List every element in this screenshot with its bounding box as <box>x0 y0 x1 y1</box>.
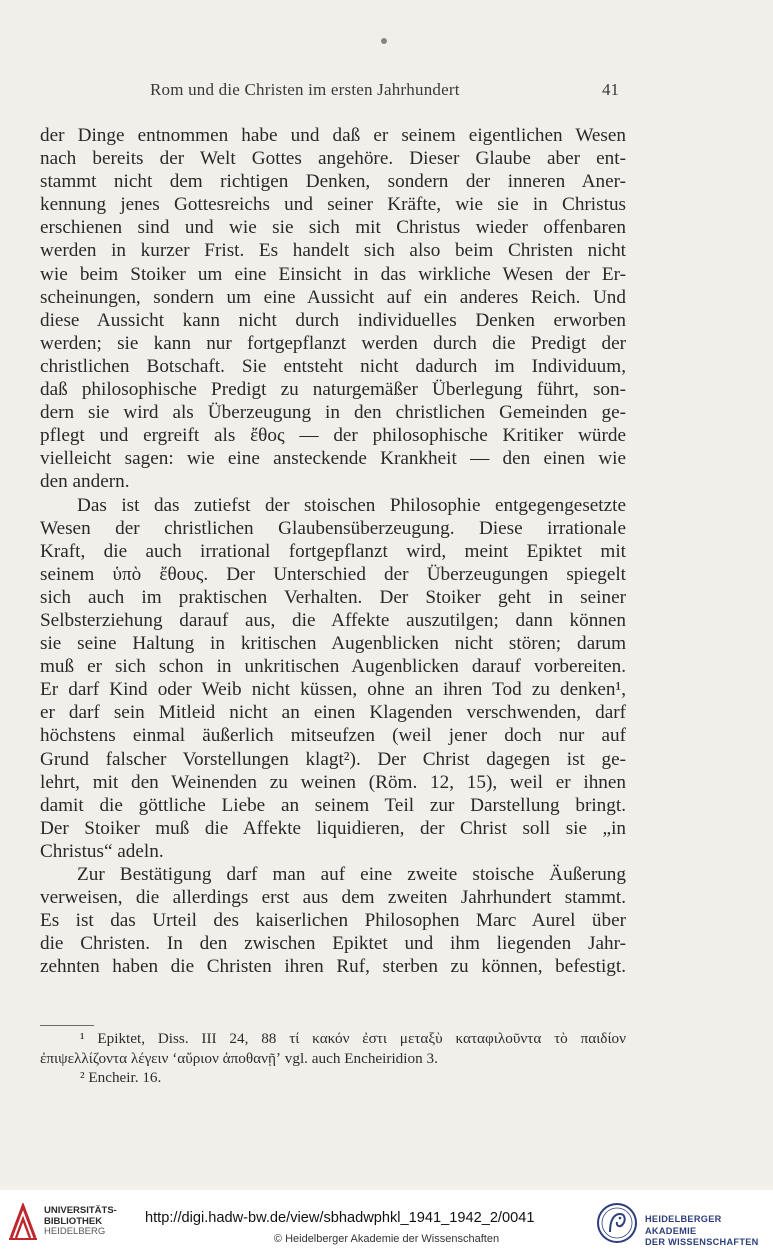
text-line: Christus“ adeln. <box>40 840 164 862</box>
academy-name[interactable]: HEIDELBERGER AKADEMIE DER WISSENSCHAFTEN <box>645 1214 759 1247</box>
text-line: daß philosophische Predigt zu naturgemäßer Überlegung führt, son- <box>40 379 626 401</box>
text-line: erschienen sind und wie sie sich mit Christus wieder offenbaren <box>40 217 626 239</box>
text-line: sich auch im praktischen Verhalten. Der Stoiker geht in seiner <box>40 586 626 608</box>
footnotes <box>40 1029 626 1088</box>
text-line: zehnten haben die Christen ihren Ruf, sterben zu können, befestigt. <box>40 956 626 978</box>
text-line: Wesen der christlichen Glaubensüberzeugung. Diese irrationale <box>40 517 626 539</box>
text-line: lehrt, mit den Weinenden zu weinen (Röm. 12, 15), weil er ihnen <box>40 771 626 793</box>
copyright-notice: © Heidelberger Akademie der Wissenschaften <box>273 1233 500 1245</box>
academy-seal-icon[interactable] <box>596 1202 638 1244</box>
footnote-line: ἐπιψελλίζοντα λέγειν ʻαὔριον ἀποθανῇʼ vgl. auch Encheiridion 3. <box>40 1049 438 1067</box>
footnote-rule <box>40 1025 94 1026</box>
text-line: wie beim Stoiker um eine Einsicht in das wirkliche Wesen der Er- <box>40 263 626 285</box>
text-line: damit die göttliche Liebe an seinem Teil zur Darstellung bringt. <box>40 794 626 816</box>
text-line: scheinungen, sondern um eine Aussicht auf ein anderes Reich. Und <box>40 286 626 308</box>
text-line: muß er sich schon in unkritischen Augenblicken darauf vorbereiten. <box>40 656 626 678</box>
running-title: Rom und die Christen im ersten Jahrhundert <box>150 80 460 99</box>
running-header <box>0 80 773 102</box>
footnote-line: ¹ Epiktet, Diss. III 24, 88 τί κακόν ἐστι μεταξὺ καταφιλοῦντα τὸ παιδίον <box>80 1030 626 1047</box>
text-line: die Christen. In den zwischen Epiktet und ihm liegenden Jahr- <box>40 933 626 955</box>
page-speck <box>381 38 387 44</box>
text-line: seinem ὑπὸ ἔθους. Der Unterschied der Überzeugungen spiegelt <box>40 563 626 585</box>
university-library-name[interactable]: UNIVERSITÄTS- BIBLIOTHEK HEIDELBERG <box>44 1205 117 1237</box>
text-line: vielleicht sagen: wie eine ansteckende Krankheit — den einen wie <box>40 448 626 470</box>
text-line: werden in kurzer Frist. Es handelt sich also beim Christen nicht <box>40 240 626 262</box>
text-line: kennung jenes Gottesreichs und seiner Kräfte, wie sie in Christus <box>40 194 626 216</box>
text-line: Selbsterziehung darauf aus, die Affekte auszutilgen; dann können <box>40 609 626 631</box>
text-line: höchstens einmal äußerlich mitseufzen (weil jener doch nur auf <box>40 725 626 747</box>
footnote-line: ² Encheir. 16. <box>80 1069 162 1086</box>
text-line: Zur Bestätigung darf man auf eine zweite stoische Äußerung <box>77 864 626 885</box>
body-text <box>40 124 626 978</box>
document-url-link[interactable]: http://digi.hadw-bw.de/view/sbhadwphkl_1941_1942_2/0041 <box>145 1210 535 1226</box>
text-line: den andern. <box>40 471 130 493</box>
text-line: Er darf Kind oder Weib nicht küssen, ohne an ihren Tod zu denken¹, <box>40 679 626 701</box>
text-line: sie seine Haltung in kritischen Augenblicken nicht stören; darum <box>40 633 626 655</box>
text-line: Es ist das Urteil des kaiserlichen Philosophen Marc Aurel über <box>40 910 626 932</box>
text-line: diese Aussicht kann nicht durch individuelles Denken erworben <box>40 309 626 331</box>
text-line: werden; sie kann nur fortgepflanzt werden durch die Predigt der <box>40 332 626 354</box>
page-number: 41 <box>602 80 619 99</box>
text-line: christlichen Botschaft. Sie entsteht nicht dadurch im Individuum, <box>40 355 626 377</box>
text-line: verweisen, die allerdings erst aus dem zweiten Jahrhundert stammt. <box>40 887 626 909</box>
text-line: stammt nicht dem richtigen Denken, sondern der inneren Aner- <box>40 171 626 193</box>
text-line: Grund falscher Vorstellungen klagt²). Der Christ dagegen ist ge- <box>40 748 626 770</box>
text-line: der Dinge entnommen habe und daß er seinem eigentlichen Wesen <box>40 125 626 146</box>
text-line: nach bereits der Welt Gottes angehöre. Dieser Glaube aber ent- <box>40 148 626 170</box>
text-line: pflegt und ergreift als ἔθος — der philosophische Kritiker würde <box>40 425 626 447</box>
text-line: Der Stoiker muß die Affekte liquidieren, der Christ soll sie „in <box>40 817 626 839</box>
text-line: Das ist das zutiefst der stoischen Philosophie entgegengesetzte <box>77 494 626 516</box>
text-line: er darf sein Mitleid nicht an einen Klagenden verschwenden, darf <box>40 702 626 724</box>
text-line: Kraft, die auch irrational fortgepflanzt wird, meint Epiktet mit <box>40 540 626 562</box>
text-line: dern sie wird als Überzeugung in den christlichen Gemeinden ge- <box>40 402 626 424</box>
